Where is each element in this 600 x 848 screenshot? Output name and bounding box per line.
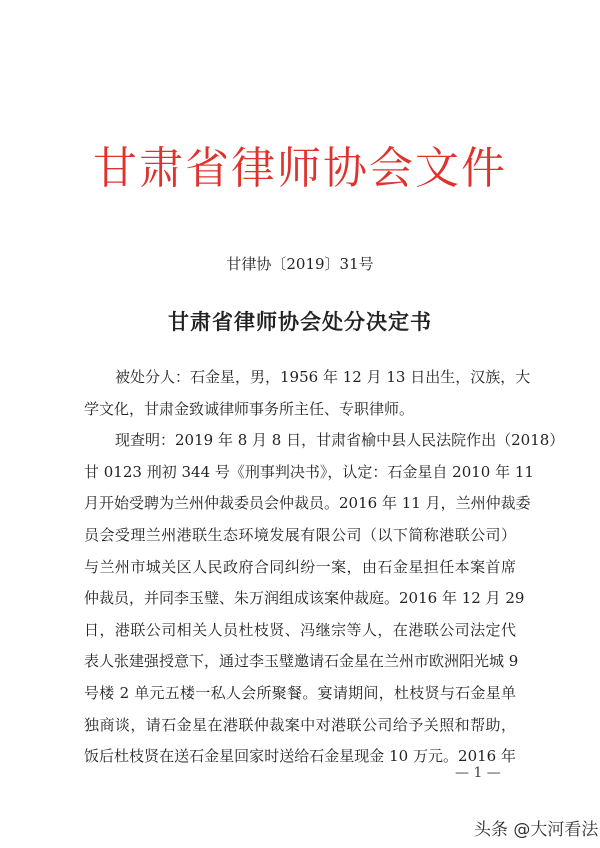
body-line: 表人张建强授意下，通过李玉璧邀请石金星在兰州市欧洲阳光城 9 (84, 652, 519, 671)
document-body (84, 366, 565, 777)
body-line: 甘 0123 刑初 344 号《刑事判决书》，认定：石金星自 2010 年 11 (84, 462, 534, 481)
watermark: 头条 @大河看法 (474, 820, 599, 840)
body-line: 日，港联公司相关人员杜枝贤、冯继宗等人，在港联公司法定代 (84, 620, 516, 639)
body-line: 仲裁员，并同李玉璧、朱万润组成该案仲裁庭。2016 年 12 月 29 (84, 589, 525, 608)
body-line: 号楼 2 单元五楼一私人会所聚餐。宴请期间，杜枝贤与石金星单 (84, 683, 516, 702)
document-subtitle: 甘肃省律师协会处分决定书 (168, 309, 432, 334)
body-line: 月开始受聘为兰州仲裁委员会仲裁员。2016 年 11 月，兰州仲裁委 (84, 494, 531, 513)
body-line: 学文化，甘肃金致诚律师事务所主任、专职律师。 (84, 399, 415, 418)
body-line: 独商谈，请石金星在港联仲裁案中对港联公司给予关照和帮助， (84, 715, 516, 734)
body-line: 饭后杜枝贤在送石金星回家时送给石金星现金 10 万元。2016 年 (84, 747, 516, 766)
document-number: 甘律协〔2019〕31号 (226, 255, 374, 273)
body-line: 与兰州市城关区人民政府合同纠纷一案，由石金星担任本案首席 (84, 557, 516, 576)
body-line: 现查明：2019 年 8 月 8 日，甘肃省榆中县人民法院作出（2018） (115, 431, 565, 450)
document-header-title: 甘肃省律师协会文件 (93, 143, 507, 194)
page-number: — 1 — (455, 765, 501, 781)
body-line: 被处分人：石金星，男，1956 年 12 月 13 日出生，汉族，大 (115, 368, 531, 386)
body-line: 员会受理兰州港联生态环境发展有限公司（以下简称港联公司） (84, 525, 516, 544)
